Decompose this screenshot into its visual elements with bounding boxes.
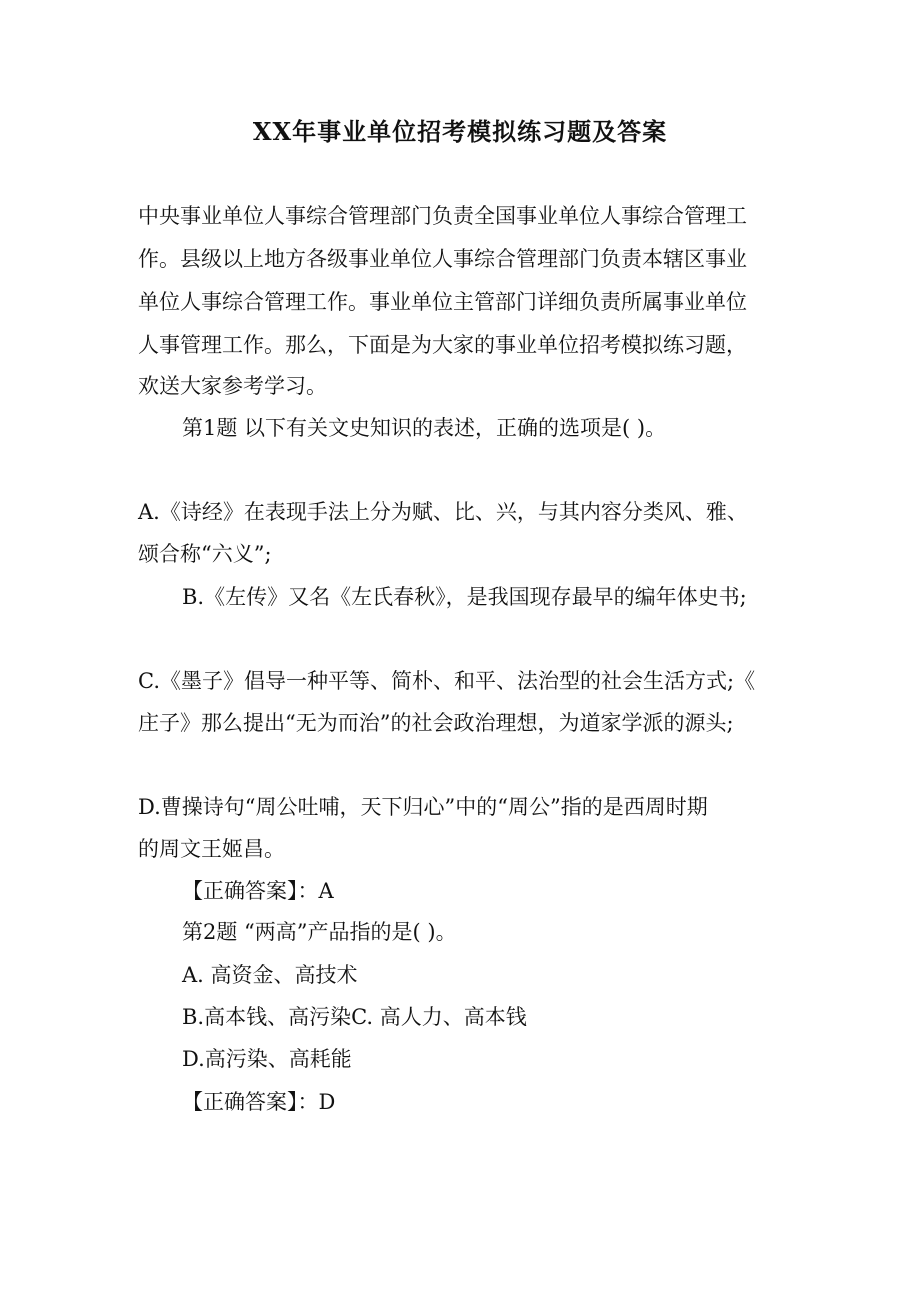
- q1-option-d-line: 的周文王姬昌。: [138, 837, 285, 861]
- q1-answer: 【正确答案】：A: [182, 879, 334, 903]
- q1-option-c-line: C.《墨子》倡导一种平等、简朴、和平、法治型的社会生活方式;《: [138, 669, 756, 693]
- q2-answer: 【正确答案】：D: [182, 1090, 336, 1114]
- intro-line: 欢送大家参考学习。: [138, 374, 327, 398]
- q2-option-bc: B.高本钱、高污染C. 高人力、高本钱: [182, 1005, 527, 1029]
- q1-option-d-line: D.曹操诗句“周公吐哺，天下归心”中的“周公”指的是西周时期: [138, 795, 708, 819]
- intro-line: 人事管理工作。那么，下面是为大家的事业单位招考模拟练习题，: [138, 333, 747, 357]
- intro-line: 单位人事综合管理工作。事业单位主管部门详细负责所属事业单位: [138, 290, 747, 314]
- intro-line: 作。县级以上地方各级事业单位人事综合管理部门负责本辖区事业: [138, 247, 747, 271]
- q2-option-d: D.高污染、高耗能: [182, 1047, 352, 1071]
- question-1: 第1题 以下有关文史知识的表述，正确的选项是( )。: [182, 416, 667, 440]
- question-2: 第2题 “两高”产品指的是( )。: [182, 920, 457, 944]
- q1-option-a-line: 颂合称“六义”;: [138, 542, 272, 566]
- q1-option-c-line: 庄子》那么提出“无为而治”的社会政治理想，为道家学派的源头;: [138, 711, 734, 735]
- q2-option-a: A. 高资金、高技术: [182, 963, 358, 987]
- intro-line: 中央事业单位人事综合管理部门负责全国事业单位人事综合管理工: [138, 204, 747, 228]
- q1-option-a-line: A.《诗经》在表现手法上分为赋、比、兴，与其内容分类风、雅、: [138, 500, 748, 524]
- document-title: XX年事业单位招考模拟练习题及答案: [252, 117, 668, 146]
- q1-option-b: B.《左传》又名《左氏春秋》，是我国现存最早的编年体史书;: [182, 585, 747, 609]
